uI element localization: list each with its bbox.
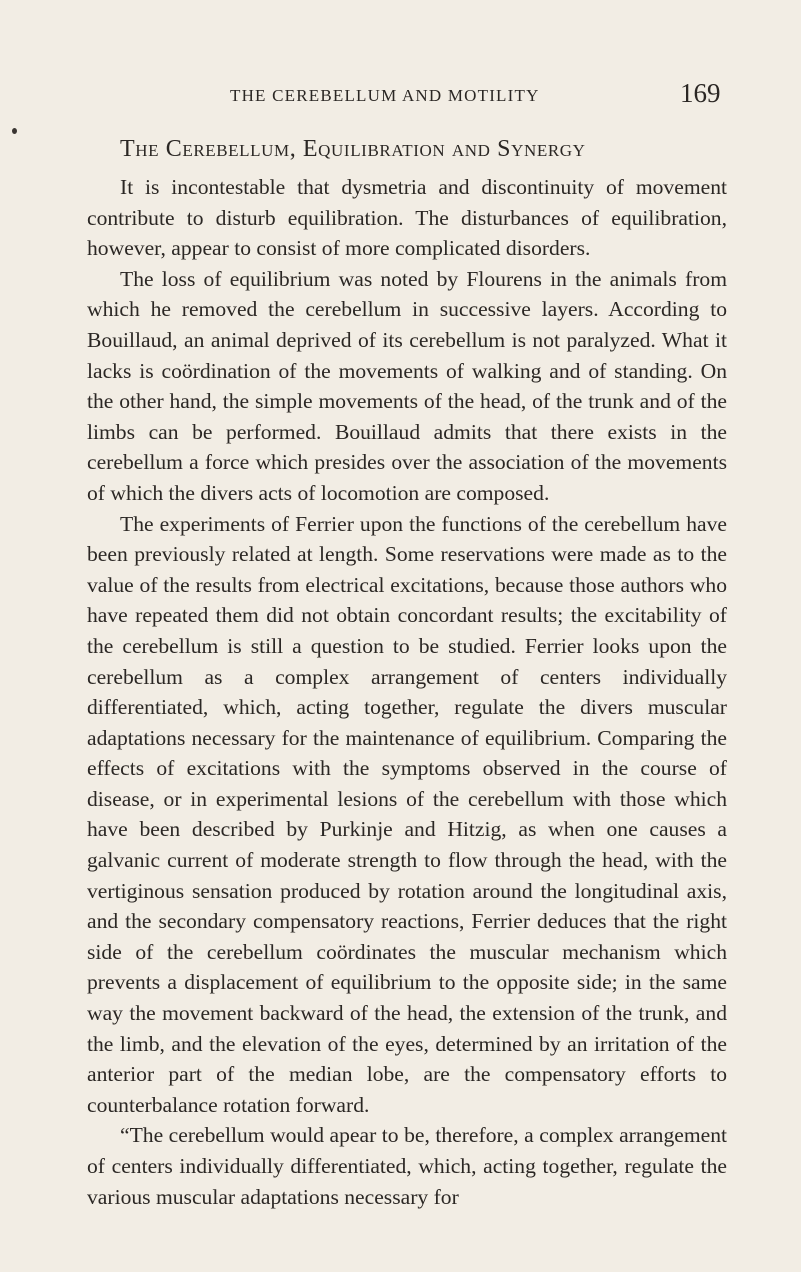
section-title: The Cerebellum, Equilibration and Synergy bbox=[120, 136, 586, 162]
paragraph-4: “The cerebellum would apear to be, therefore, a complex arrangement of centers individually differentiated, which, acting together, regulate the various muscular adaptations necessary for bbox=[87, 1123, 727, 1209]
paragraph-1: It is incontestable that dysmetria and discontinuity of movement contribute to disturb equilibration. The disturbances of equilibration, however, appear to consist of more complicated disorders. bbox=[87, 175, 727, 261]
running-head: THE CEREBELLUM AND MOTILITY bbox=[230, 86, 540, 105]
paragraph-3: The experiments of Ferrier upon the functions of the cerebellum have been previously related at length. Some reservations were made as to the value of the results from electrical excitations, because those authors who have repeated them did not obtain concordant results; the excitability of the cerebellum is still a question to be studied. Ferrier looks upon the cerebellum as a complex arrangement of centers individually differentiated, which, acting together, regulate the divers muscular adaptations necessary for the maintenance of equilibrium. Comparing the effects of excitations with the symptoms observed in the course of disease, or in experimental lesions of the cerebellum with those which have been described by Purkinje and Hitzig, as when one causes a galvanic current of moderate strength to flow through the head, with the vertiginous sensation produced by rotation around the longitudinal axis, and the secondary compensatory reactions, Ferrier deduces that the right side of the cerebellum coördinates the muscular mechanism which prevents a displacement of equilibrium to the opposite side; in the same way the movement backward of the head, the extension of the trunk, and the limb, and the elevation of the eyes, determined by an irritation of the anterior part of the median lobe, are the compensatory efforts to counterbalance rotation forward. bbox=[87, 511, 727, 1117]
body-text bbox=[87, 172, 727, 1212]
paragraph-2: The loss of equilibrium was noted by Flourens in the animals from which he removed the cerebellum in successive layers. According to Bouillaud, an animal deprived of its cerebellum is not paralyzed. What it lacks is coördination of the movements of walking and of standing. On the other hand, the simple movements of the head, of the trunk and of the limbs can be performed. Bouillaud admits that there exists in the cerebellum a force which presides over the association of the movements of which the divers acts of locomotion are composed. bbox=[87, 266, 727, 505]
margin-speck bbox=[12, 128, 17, 134]
page-number: 169 bbox=[680, 78, 721, 108]
